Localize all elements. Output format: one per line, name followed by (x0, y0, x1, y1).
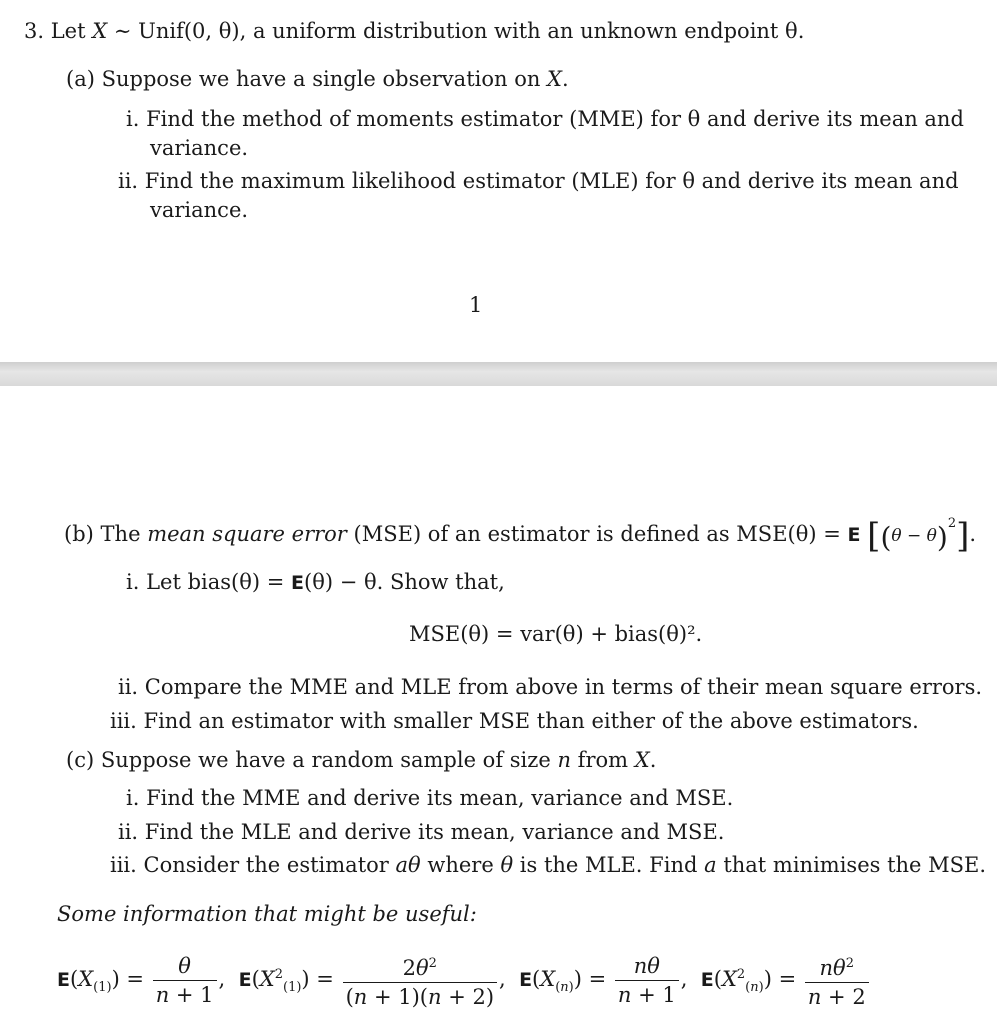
part-a-item-2: ii. Find the maximum likelihood estimator (MLE) for θ and derive its mean and (118, 169, 959, 193)
info-formulas: $E(X_{(1)})$ = $\frac{\theta}{n + 1}$ , $E(X^2_{(1)})$ = $\frac{2\theta^2}{(n + 1)(n + 2)}$ , $E(X_{(n)})$ = $\frac{n\theta}{n + 1}$ , $E(X^2_{(n)})$ = $\frac{n\theta^2}{n + 2}$ (57, 950, 871, 1011)
part-a-text: (a) Suppose we have a single observation on X. (66, 67, 569, 91)
intro-distribution: Unif(0, θ), a uniform distribution with an unknown endpoint θ. (138, 19, 805, 43)
page-separator (0, 362, 997, 386)
problem-number: 3. (24, 19, 45, 43)
mse-emphasis: mean square error (147, 522, 347, 546)
frac-exnsq: $\frac{n\theta^2}{n + 2}$ (805, 950, 869, 1011)
display-equation-mse: MSE(θ) = var(θ) + bias(θ)². (409, 622, 703, 646)
info-heading: Some information that might be useful: (57, 902, 477, 926)
page-number: 1 (469, 293, 483, 317)
problem-intro: 3. Let X ∼ Unif(0, θ), a uniform distribution with an unknown endpoint θ. (24, 19, 805, 43)
part-c-item-3: iii. Consider the estimator aθ where θ is the MLE. Find a that minimises the MSE. (110, 853, 987, 877)
part-b-item-1: i. Let bias(θ) = E(θ) − θ. Show that, (126, 570, 505, 594)
frac-ex1: $\frac{\theta}{n + 1}$ (153, 952, 217, 1009)
part-c-item-1: i. Find the MME and derive its mean, variance and MSE. (126, 786, 734, 810)
part-c-text: (c) Suppose we have a random sample of size n from X. (66, 748, 657, 772)
part-b-text: (b) The mean square error (MSE) of an estimator is defined as MSE(θ) = E $[(\theta - \theta)^2]$. (64, 516, 977, 556)
part-a-item-1: i. Find the method of moments estimator (MME) for θ and derive its mean and (126, 107, 964, 131)
part-c-item-2: ii. Find the MLE and derive its mean, variance and MSE. (118, 820, 725, 844)
frac-exn: $\frac{n\theta}{n + 1}$ (615, 952, 679, 1009)
part-b-item-3: iii. Find an estimator with smaller MSE than either of the above estimators. (110, 709, 919, 733)
frac-ex1sq: $\frac{2\theta^2}{(n + 1)(n + 2)}$ (343, 950, 497, 1011)
part-b-item-2: ii. Compare the MME and MLE from above in terms of their mean square errors. (118, 675, 983, 699)
part-a-item-2-cont: variance. (150, 198, 249, 222)
intro-prefix: Let (50, 19, 86, 43)
part-a-item-1-cont: variance. (150, 136, 249, 160)
